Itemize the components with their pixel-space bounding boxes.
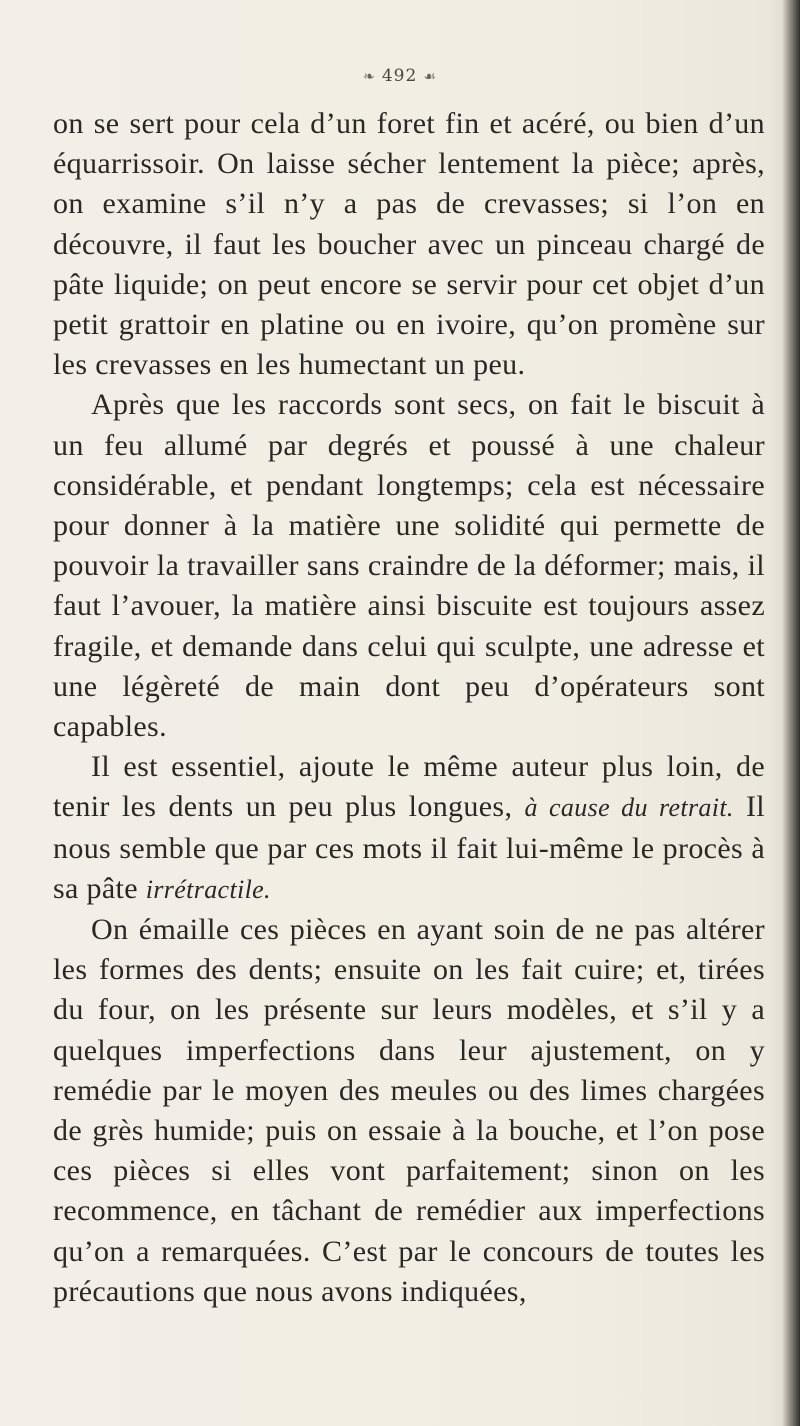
italic-text-run: à cause du retrait.	[524, 793, 734, 823]
ornament-left: ❧	[363, 69, 376, 85]
paragraph	[53, 910, 765, 1312]
paragraph	[53, 104, 765, 385]
italic-text-run: irrétractile.	[145, 874, 271, 904]
paragraph	[53, 385, 765, 747]
paragraph	[53, 747, 765, 910]
text-run: On émaille ces pièces en ayant soin de ne pas altérer les formes des dents; ensuite on les fait cuire; et, tirées du four, on les présente sur leurs modèles, et s’il y a quelques imperfections dans leur ajustement, on y remédie par le moyen des meules ou des limes chargées de grès humide; puis on essaie à la bouche, et l’on pose ces pièces si elles vont parfaitement; sinon on les recommence, en tâchant de remédier aux imperfections qu’on a remarquées. C’est par le concours de toutes les précautions que nous avons indiquées,	[53, 913, 765, 1308]
text-run: on se sert pour cela d’un foret fin et acéré, ou bien d’un équarrissoir. On laisse sécher lentement la pièce; après, on examine s’il n’y a pas de crevasses; si l’on en découvre, il faut les boucher avec un pinceau chargé de pâte liquide; on peut encore se servir pour cet objet d’un petit grattoir en platine ou en ivoire, qu’on promène sur les crevasses en les humectant un peu.	[53, 107, 765, 382]
text-run: Après que les raccords sont secs, on fait le biscuit à un feu allumé par degrés et poussé à une chaleur considérable, et pendant longtemps; cela est nécessaire pour donner à la matière une solidité qui permette de pouvoir la travailler sans craindre de la déformer; mais, il faut l’avouer, la matière ainsi biscuite est toujours assez fragile, et demande dans celui qui sculpte, une adresse et une légèreté de main dont peu d’opérateurs sont capables.	[53, 388, 765, 744]
text-run: Il est essentiel, ajoute le même auteur plus loin, de tenir les dents un peu plus longues,	[53, 750, 765, 824]
ornament-right: ☙	[423, 69, 437, 85]
page-header	[0, 66, 800, 86]
page-number: 492	[381, 66, 418, 86]
page-edge-shadow	[782, 0, 800, 1426]
text-run: Il nous semble que par ces mots il fait lui-même le procès à sa pâte	[53, 790, 765, 905]
body-text	[53, 104, 765, 1312]
